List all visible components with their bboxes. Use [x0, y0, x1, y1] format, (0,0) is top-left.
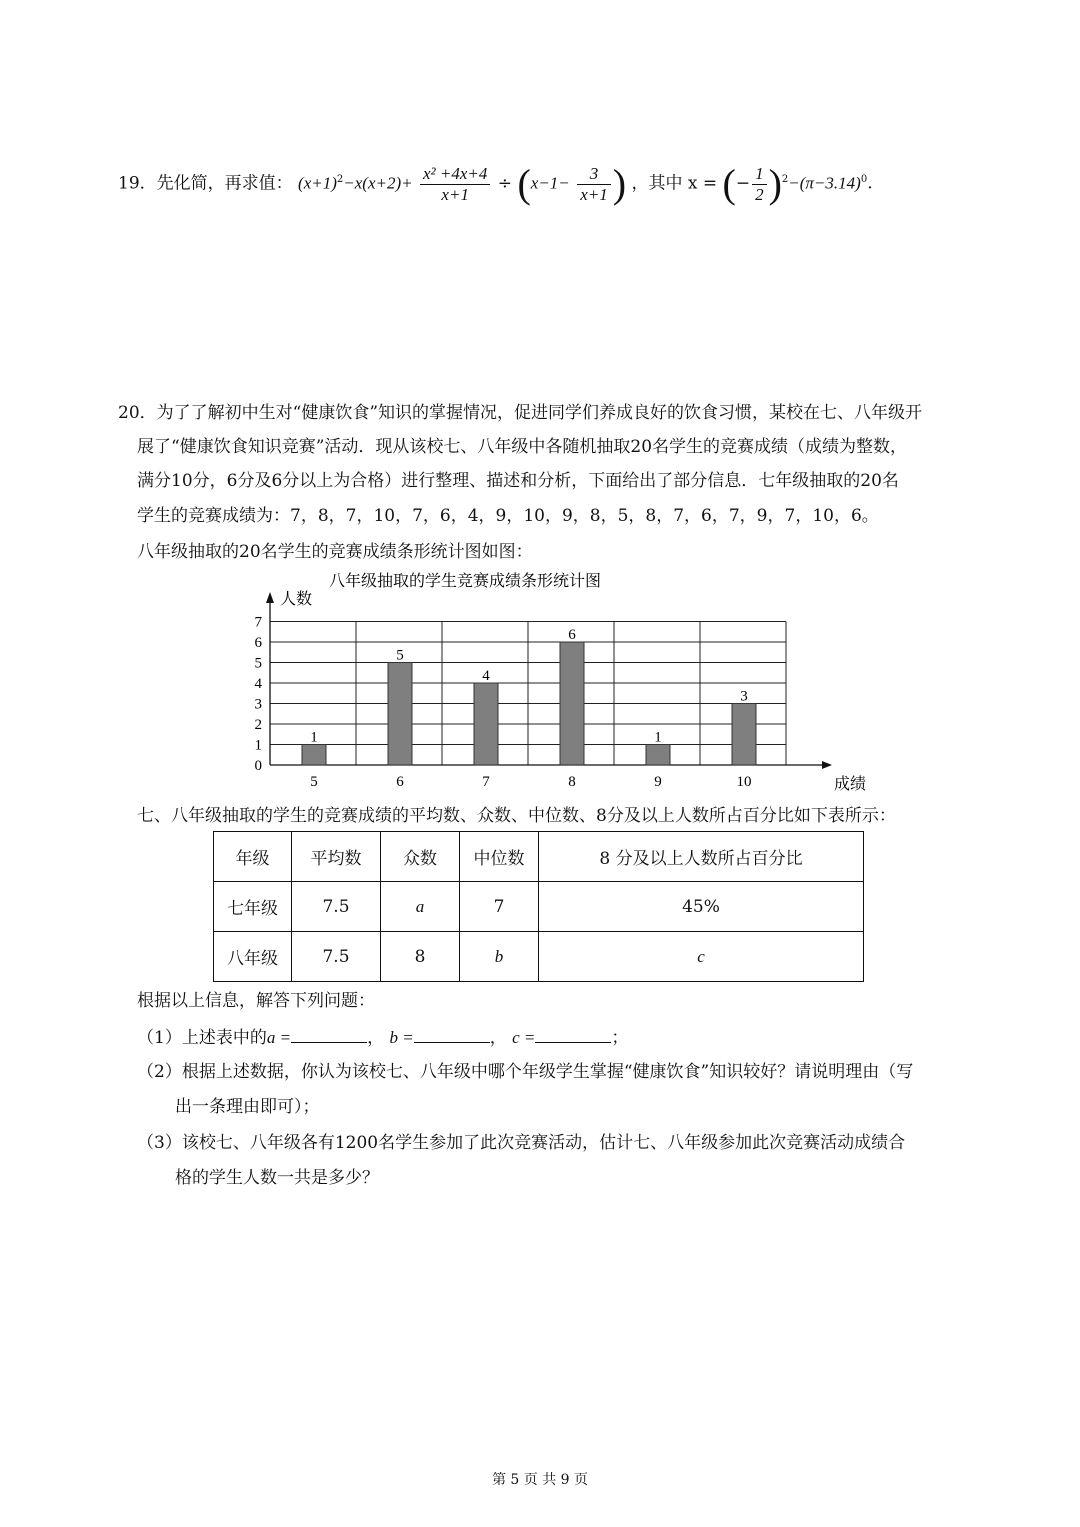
data-label: 1: [654, 729, 662, 746]
x-tick-label: 6: [396, 774, 404, 790]
sub1-comma-1: ，: [367, 1028, 385, 1048]
data-label: 4: [482, 668, 490, 684]
sub1-c-var: c =: [512, 1028, 536, 1047]
q19-number: 19．: [118, 173, 157, 194]
chart-title: 八年级抽取的学生竞赛成绩条形统计图: [328, 571, 602, 590]
q20-line1-text: 为了了解初中生对“健康饮食”知识的掌握情况，促进同学们养成良好的饮食习惯，某校在七、八年级开: [156, 403, 923, 423]
x-tick-label: 7: [482, 774, 490, 790]
table-row: [214, 882, 864, 932]
stats-table: [213, 831, 864, 982]
table-header-cell: 8 分及以上人数所占百分比: [539, 832, 864, 882]
data-label: 6: [568, 627, 576, 643]
x-tick-label: 10: [736, 774, 752, 790]
table-cell: 8: [381, 932, 460, 982]
bar: [646, 745, 670, 766]
sub1-semicolon: ；: [611, 1028, 629, 1048]
table-cell: 45%: [539, 882, 864, 932]
answer-blank-c[interactable]: [535, 1026, 611, 1043]
q19-term1: (x+1): [298, 173, 337, 193]
table-header-cell: 众数: [381, 832, 460, 882]
q19-term2: −x(x+2)+: [343, 173, 413, 193]
sub1-a-var: a =: [266, 1028, 292, 1047]
table-header-cell: 年级: [214, 832, 292, 882]
y-tick-label: 2: [254, 717, 262, 733]
x-tick-label: 8: [568, 774, 576, 790]
answer-blank-a[interactable]: [291, 1026, 367, 1043]
table-cell: c: [539, 932, 864, 982]
data-label: 3: [740, 688, 748, 705]
sub-question-3-line2: 格的学生人数一共是多少？: [175, 1168, 379, 1188]
y-tick-label: 3: [254, 696, 262, 713]
sub-question-1: [137, 1026, 628, 1049]
y-tick-label: 7: [254, 614, 262, 631]
q19-paren-left-b: (: [722, 161, 736, 207]
x-axis-label: 成绩: [834, 774, 867, 793]
page-footer: 第 5 页 共 9 页: [491, 1472, 589, 1488]
table-header-cell: 中位数: [460, 832, 539, 882]
q19-frac3-den: 2: [755, 184, 764, 204]
q19-frac3: [752, 164, 767, 205]
y-axis-arrow: [266, 592, 274, 603]
sub-question-2-line2: 出一条理由即可）；: [175, 1097, 320, 1117]
table-cell: 八年级: [214, 932, 292, 982]
q19-frac2-den: x+1: [580, 184, 608, 204]
bar: [388, 663, 412, 766]
sub1-b-var: b =: [389, 1028, 414, 1047]
y-axis-label: 人数: [280, 589, 313, 608]
q20-number: 20．: [118, 403, 157, 423]
q19-prefix: 先化简，再求值：: [156, 173, 293, 194]
q19-frac1-den: x+1: [441, 184, 469, 204]
q20-line4: 学生的竞赛成绩为：7，8，7，10，7，6，4，9，10，9，8，5，8，7，6，7，9，7，10，6。: [137, 506, 879, 526]
q19-exp2: 2: [336, 174, 344, 185]
q19-frac3-sign: −: [735, 173, 751, 194]
q20-line3: 满分10分，6分及6分以上为合格）进行整理、描述和分析，下面给出了部分信息．七年级抽取的20名: [137, 471, 899, 491]
bar: [302, 745, 326, 766]
sub1-comma-2: ，: [489, 1028, 507, 1048]
q19-frac2-num: 3: [577, 164, 611, 185]
table-header-row: [214, 832, 864, 882]
sub-question-3-line1: （3）该校七、八年级各有1200名学生参加了此次竞赛活动，估计七、八年级参加此次竞赛活动成绩合: [137, 1133, 906, 1153]
q20-line5: 八年级抽取的20名学生的竞赛成绩条形统计图如图：: [137, 542, 533, 562]
q19-divide: ÷: [497, 173, 513, 194]
q19-frac3-num: 1: [752, 164, 767, 185]
data-label: 5: [396, 647, 404, 664]
q19-period: .: [867, 173, 873, 194]
table-header-cell: 平均数: [292, 832, 381, 882]
sub1-label: （1）上述表中的: [137, 1028, 267, 1048]
table-cell: b: [460, 932, 539, 982]
q19-paren-left: (: [517, 161, 531, 207]
question-19: [118, 160, 873, 205]
bar: [560, 642, 584, 765]
data-label: 1: [310, 729, 318, 746]
answer-blank-b[interactable]: [414, 1026, 490, 1043]
table-cell: 七年级: [214, 882, 292, 932]
x-tick-label: 5: [310, 774, 318, 790]
y-tick-label: 6: [254, 635, 262, 651]
y-tick-label: 1: [254, 737, 262, 754]
y-tick-label: 5: [254, 655, 262, 672]
bar-chart: [240, 565, 867, 800]
bar: [474, 683, 498, 765]
table-cell: 7.5: [292, 882, 381, 932]
q19-frac1-num: x² +4x+4: [420, 164, 490, 185]
sub-question-2-line1: （2）根据上述数据，你认为该校七、八年级中哪个年级学生掌握“健康饮食”知识较好？请说明理由（写: [137, 1062, 914, 1082]
q19-tail: −(π−3.14): [788, 173, 861, 193]
table-cell: 7.5: [292, 932, 381, 982]
prompt: 根据以上信息，解答下列问题：: [137, 991, 375, 1011]
x-axis-arrow: [822, 761, 832, 769]
table-cell: a: [381, 882, 460, 932]
q19-frac2: [577, 164, 611, 205]
table-intro: 七、八年级抽取的学生的竞赛成绩的平均数、众数、中位数、8分及以上人数所占百分比如下表所示：: [137, 806, 896, 826]
q19-exp0: 0: [860, 174, 868, 185]
table-row: [214, 932, 864, 982]
q19-frac1: [420, 164, 490, 205]
q20-line2: 展了“健康饮食知识竞赛”活动．现从该校七、八年级中各随机抽取20名学生的竞赛成绩（成绩为整数，: [137, 437, 908, 457]
x-tick-label: 9: [654, 774, 662, 790]
bar: [732, 704, 756, 766]
y-tick-label: 0: [254, 758, 262, 774]
q19-exp-b: 2: [781, 174, 789, 185]
y-tick-label: 4: [254, 676, 262, 692]
table-cell: 7: [460, 882, 539, 932]
q19-term3: x−1−: [530, 173, 570, 193]
q19-paren-right: ): [612, 161, 627, 207]
q20-line1: [118, 402, 922, 424]
q19-paren-right-b: ): [768, 161, 782, 207]
q19-where: ，其中 x =: [631, 173, 718, 194]
